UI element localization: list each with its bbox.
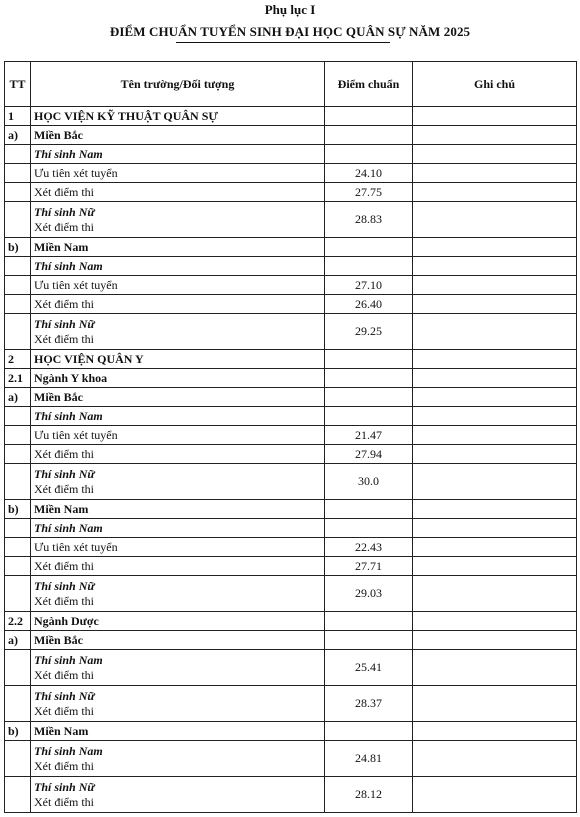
row-name-cell [31, 686, 325, 722]
table-row [5, 538, 577, 557]
row-score-cell [325, 257, 413, 276]
row-name-cell [31, 314, 325, 350]
row-name-cell: Miền Bắc [31, 126, 325, 145]
table-row [5, 777, 577, 813]
row-note-cell [413, 538, 577, 557]
table-row [5, 295, 577, 314]
row-name-cell: Miền Nam [31, 238, 325, 257]
row-note-cell [413, 238, 577, 257]
candidate-group-label: Thí sinh Nữ [34, 688, 95, 703]
table-row [5, 164, 577, 183]
table-row [5, 238, 577, 257]
admission-method-label: Xét điểm thi [34, 758, 94, 773]
table-row [5, 741, 577, 777]
candidate-group-label: Thí sinh Nam [34, 258, 103, 273]
row-name-cell [31, 464, 325, 500]
row-name-cell [31, 741, 325, 777]
row-score-cell: 28.37 [325, 686, 413, 722]
row-name-cell: Miền Nam [31, 500, 325, 519]
row-score-cell: 28.83 [325, 202, 413, 238]
row-name-cell [31, 407, 325, 426]
row-score-cell: 27.94 [325, 445, 413, 464]
table-row [5, 557, 577, 576]
table-row [5, 369, 577, 388]
candidate-group-label: Thí sinh Nam [34, 408, 103, 423]
row-score-cell [325, 407, 413, 426]
row-score-cell: 27.10 [325, 276, 413, 295]
row-note-cell [413, 464, 577, 500]
candidate-group-label: Thí sinh Nữ [34, 204, 95, 219]
row-tt-cell [5, 686, 31, 722]
row-name-cell: Ngành Y khoa [31, 369, 325, 388]
row-name-cell: Ngành Dược [31, 612, 325, 631]
row-tt-cell: 1 [5, 107, 31, 126]
row-score-cell: 26.40 [325, 295, 413, 314]
row-note-cell [413, 722, 577, 741]
row-tt-cell [5, 557, 31, 576]
row-name-cell [31, 257, 325, 276]
page-title: ĐIỂM CHUẨN TUYỂN SINH ĐẠI HỌC QUÂN SỰ NĂM 2025 [109, 24, 471, 39]
row-tt-cell [5, 183, 31, 202]
row-note-cell [413, 295, 577, 314]
row-name-cell: Ưu tiên xét tuyển [31, 164, 325, 183]
row-note-cell [413, 650, 577, 686]
row-name-cell [31, 576, 325, 612]
appendix-label: Phụ lục I [264, 2, 316, 17]
admission-method-label: Xét điểm thi [34, 593, 94, 608]
row-score-cell: 25.41 [325, 650, 413, 686]
row-name-cell [31, 777, 325, 813]
row-note-cell [413, 407, 577, 426]
table-row [5, 126, 577, 145]
table-row [5, 350, 577, 369]
row-note-cell [413, 519, 577, 538]
row-score-cell: 30.0 [325, 464, 413, 500]
row-name-cell: Miền Bắc [31, 631, 325, 650]
row-note-cell [413, 445, 577, 464]
row-score-cell [325, 500, 413, 519]
row-score-cell: 29.03 [325, 576, 413, 612]
row-note-cell [413, 612, 577, 631]
row-name-cell: Xét điểm thi [31, 183, 325, 202]
candidate-group-label: Thí sinh Nữ [34, 578, 95, 593]
row-note-cell [413, 164, 577, 183]
table-row [5, 464, 577, 500]
row-tt-cell [5, 314, 31, 350]
row-tt-cell: a) [5, 126, 31, 145]
row-tt-cell: b) [5, 238, 31, 257]
row-name-cell: Ưu tiên xét tuyển [31, 276, 325, 295]
row-score-cell: 22.43 [325, 538, 413, 557]
candidate-group-label: Thí sinh Nữ [34, 779, 95, 794]
row-note-cell [413, 369, 577, 388]
table-row [5, 426, 577, 445]
table-body [5, 107, 577, 813]
table-row [5, 445, 577, 464]
row-score-cell: 27.71 [325, 557, 413, 576]
title-underline [176, 42, 390, 43]
row-score-cell: 21.47 [325, 426, 413, 445]
row-tt-cell [5, 407, 31, 426]
row-name-cell: Xét điểm thi [31, 445, 325, 464]
row-note-cell [413, 686, 577, 722]
row-note-cell [413, 631, 577, 650]
candidate-group-label: Thí sinh Nam [34, 743, 103, 758]
row-name-cell [31, 145, 325, 164]
row-tt-cell [5, 741, 31, 777]
admission-method-label: Xét điểm thi [34, 331, 94, 346]
row-tt-cell [5, 257, 31, 276]
row-name-cell: Miền Nam [31, 722, 325, 741]
row-note-cell [413, 257, 577, 276]
column-header-score: Điểm chuẩn [325, 62, 413, 107]
row-name-cell: Xét điểm thi [31, 295, 325, 314]
row-score-cell [325, 107, 413, 126]
row-tt-cell [5, 145, 31, 164]
row-note-cell [413, 314, 577, 350]
row-note-cell [413, 500, 577, 519]
row-note-cell [413, 107, 577, 126]
row-name-cell: Ưu tiên xét tuyển [31, 426, 325, 445]
row-note-cell [413, 777, 577, 813]
row-tt-cell [5, 295, 31, 314]
row-name-cell: HỌC VIỆN KỸ THUẬT QUÂN SỰ [31, 107, 325, 126]
row-tt-cell: 2.2 [5, 612, 31, 631]
admission-method-label: Xét điểm thi [34, 703, 94, 718]
row-score-cell [325, 519, 413, 538]
row-score-cell [325, 145, 413, 164]
table-row [5, 612, 577, 631]
admission-method-label: Xét điểm thi [34, 219, 94, 234]
admission-method-label: Xét điểm thi [34, 794, 94, 809]
column-header-tt: TT [5, 62, 31, 107]
candidate-group-label: Thí sinh Nam [34, 520, 103, 535]
row-note-cell [413, 741, 577, 777]
row-tt-cell [5, 519, 31, 538]
row-tt-cell: 2 [5, 350, 31, 369]
row-tt-cell [5, 650, 31, 686]
table-row [5, 183, 577, 202]
row-name-cell: HỌC VIỆN QUÂN Y [31, 350, 325, 369]
table-row [5, 576, 577, 612]
row-note-cell [413, 126, 577, 145]
row-tt-cell [5, 464, 31, 500]
table-row [5, 407, 577, 426]
admission-method-label: Xét điểm thi [34, 481, 94, 496]
table-row [5, 314, 577, 350]
row-tt-cell: b) [5, 722, 31, 741]
row-tt-cell: a) [5, 388, 31, 407]
row-tt-cell [5, 426, 31, 445]
row-score-cell: 28.12 [325, 777, 413, 813]
table-row [5, 722, 577, 741]
row-score-cell: 24.10 [325, 164, 413, 183]
table-row [5, 388, 577, 407]
table-row [5, 276, 577, 295]
row-name-cell: Ưu tiên xét tuyển [31, 538, 325, 557]
row-note-cell [413, 183, 577, 202]
table-row [5, 257, 577, 276]
column-header-name: Tên trường/Đối tượng [31, 62, 325, 107]
table-row [5, 107, 577, 126]
table-header-row [5, 62, 577, 107]
row-name-cell: Xét điểm thi [31, 557, 325, 576]
row-tt-cell: 2.1 [5, 369, 31, 388]
candidate-group-label: Thí sinh Nữ [34, 316, 95, 331]
table-row [5, 519, 577, 538]
row-tt-cell [5, 445, 31, 464]
table-row [5, 500, 577, 519]
row-tt-cell [5, 276, 31, 295]
column-header-note: Ghi chú [413, 62, 577, 107]
row-note-cell [413, 576, 577, 612]
row-score-cell [325, 722, 413, 741]
row-note-cell [413, 145, 577, 164]
row-name-cell: Miền Bắc [31, 388, 325, 407]
row-score-cell: 24.81 [325, 741, 413, 777]
table-row [5, 202, 577, 238]
row-score-cell [325, 350, 413, 369]
row-score-cell [325, 126, 413, 145]
row-score-cell: 27.75 [325, 183, 413, 202]
row-tt-cell [5, 202, 31, 238]
candidate-group-label: Thí sinh Nam [34, 146, 103, 161]
row-score-cell [325, 369, 413, 388]
row-tt-cell [5, 164, 31, 183]
row-tt-cell: a) [5, 631, 31, 650]
admission-method-label: Xét điểm thi [34, 667, 94, 682]
row-note-cell [413, 350, 577, 369]
row-tt-cell [5, 538, 31, 557]
row-tt-cell [5, 576, 31, 612]
table-row [5, 650, 577, 686]
table-row [5, 686, 577, 722]
row-note-cell [413, 557, 577, 576]
table-row [5, 631, 577, 650]
table-header [5, 62, 577, 107]
row-score-cell [325, 631, 413, 650]
row-note-cell [413, 426, 577, 445]
row-name-cell [31, 202, 325, 238]
row-note-cell [413, 388, 577, 407]
row-score-cell [325, 388, 413, 407]
row-name-cell [31, 519, 325, 538]
row-tt-cell: b) [5, 500, 31, 519]
row-score-cell: 29.25 [325, 314, 413, 350]
row-score-cell [325, 238, 413, 257]
candidate-group-label: Thí sinh Nữ [34, 466, 95, 481]
row-note-cell [413, 202, 577, 238]
admission-score-table [4, 61, 577, 813]
row-tt-cell [5, 777, 31, 813]
candidate-group-label: Thí sinh Nam [34, 652, 103, 667]
row-note-cell [413, 276, 577, 295]
table-row [5, 145, 577, 164]
row-score-cell [325, 612, 413, 631]
row-name-cell [31, 650, 325, 686]
